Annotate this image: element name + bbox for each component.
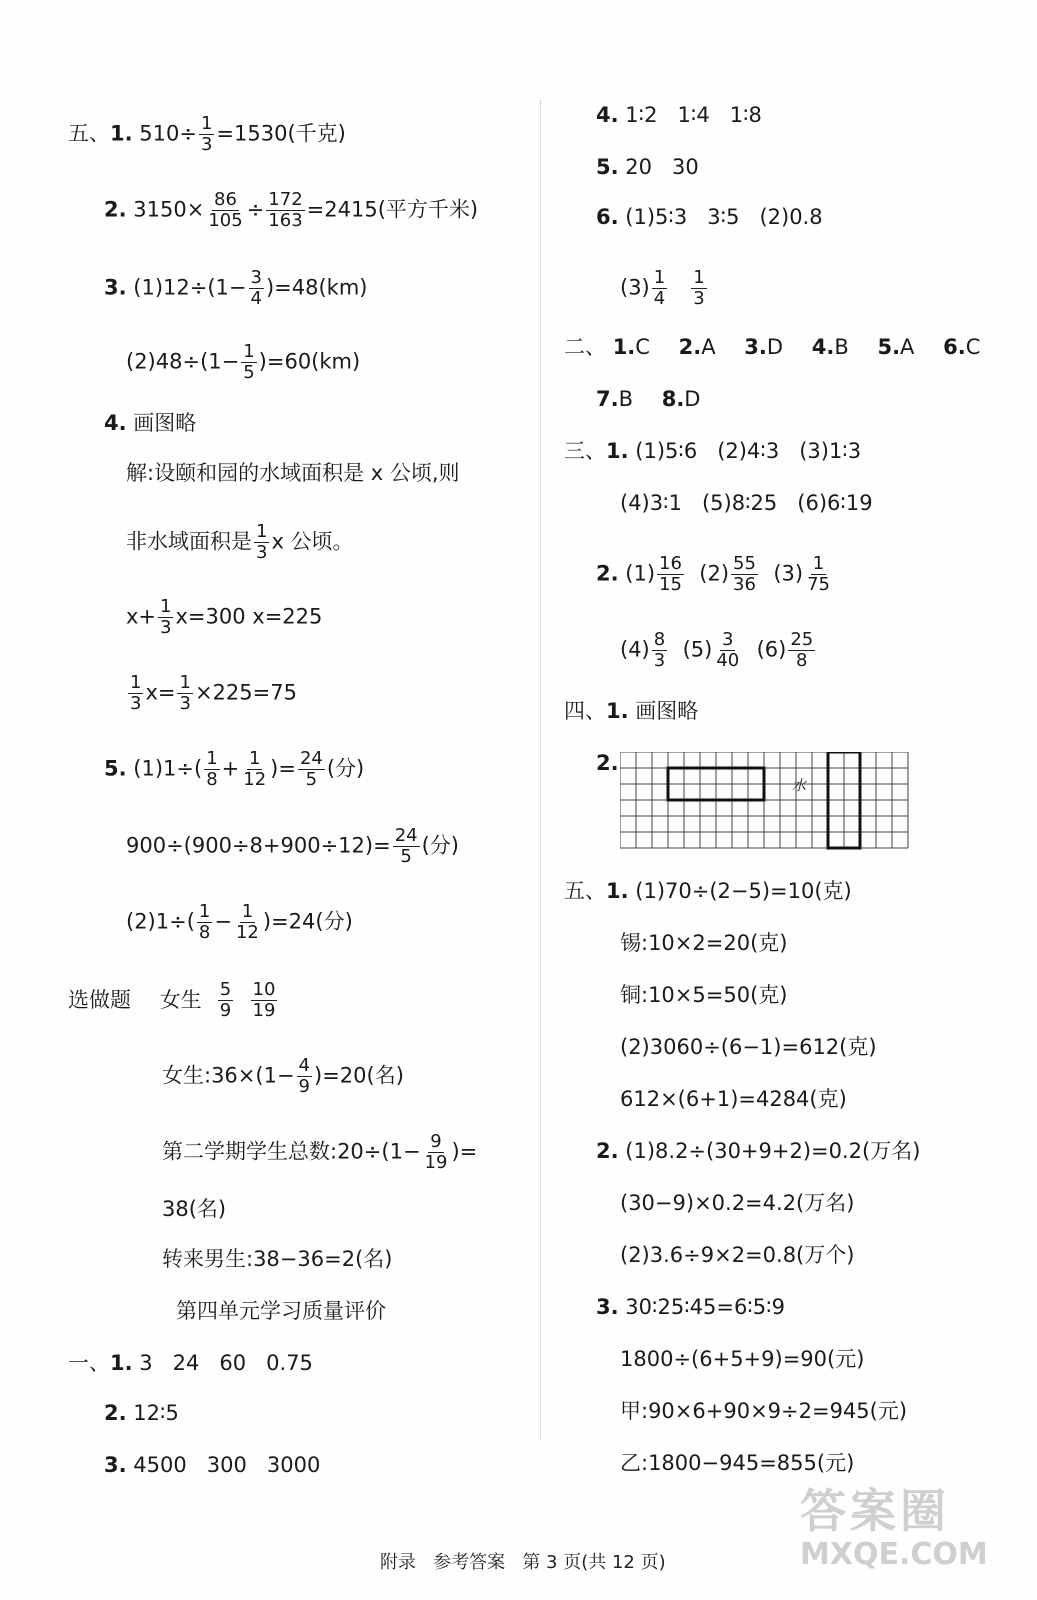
numerator: 24 (299, 748, 323, 769)
equation-2 (126, 673, 297, 714)
answer-3-2b (620, 630, 817, 671)
numerator: 1 (256, 521, 268, 542)
expr-text: 38(名) (162, 1197, 227, 1221)
answer-1-3 (104, 1452, 320, 1478)
denominator: 9 (298, 1076, 310, 1097)
item-number: 2. (104, 1401, 127, 1425)
numerator: 1 (653, 267, 666, 288)
choice-answer: C (965, 335, 981, 359)
answer-3-1b (620, 490, 873, 516)
section-prefix: 三、 (564, 439, 606, 463)
fraction (805, 554, 832, 595)
item-number: 1. (606, 439, 629, 463)
optional-label: 选做题 (68, 987, 131, 1012)
fraction (128, 673, 143, 714)
denominator: 3 (256, 542, 268, 563)
fraction (657, 554, 684, 595)
fraction (788, 630, 815, 671)
answer-text: (4)3∶1 (5)8∶25 (6)6∶19 (620, 491, 873, 515)
answer-1-5 (596, 154, 699, 180)
denominator: 5 (305, 769, 318, 790)
expr-text: (2) (699, 561, 730, 586)
numerator: 1 (179, 672, 191, 693)
denominator: 163 (268, 210, 303, 231)
choice-answer: D (766, 335, 784, 359)
expr-text: (3) (773, 561, 804, 586)
numerator: 10 (252, 979, 276, 1000)
choice-answer: A (900, 335, 915, 359)
denominator: 12 (243, 769, 267, 790)
section-prefix: 一、 (68, 1351, 110, 1375)
unit-title (176, 1298, 386, 1324)
answer-5r-1d (620, 1034, 877, 1060)
answer-text: (2)3.6÷9×2=0.8(万个) (620, 1243, 855, 1267)
item-number: 6. (596, 205, 619, 229)
expr-text: (2)48÷(1− (126, 349, 240, 374)
fraction (254, 522, 269, 563)
answer-text: 612×(6+1)=4284(克) (620, 1087, 847, 1111)
numerator: 9 (430, 1131, 442, 1152)
numerator: 55 (733, 553, 756, 574)
item-number: 5. (104, 756, 127, 781)
item-number: 2. (104, 197, 127, 222)
denominator: 4 (653, 288, 666, 309)
answer-5r-3d (620, 1450, 854, 1476)
answer-5r-2 (596, 1138, 920, 1164)
expr-text: )=24(分) (262, 909, 353, 934)
expr-text: (6) (756, 637, 787, 662)
item-number: 4. (596, 103, 619, 127)
fraction (177, 673, 192, 714)
numerator: 16 (659, 553, 682, 574)
expr-text: (2)1÷( (126, 909, 195, 934)
column-divider (540, 100, 541, 1440)
expr-text: 女生 (159, 987, 202, 1012)
numerator: 86 (214, 189, 237, 210)
fraction (218, 980, 233, 1021)
expr-text: )= (451, 1139, 478, 1164)
expr-text: − (214, 909, 232, 934)
numerator: 24 (394, 825, 418, 846)
answer-5-5c (126, 902, 353, 943)
optional-question (68, 980, 279, 1021)
unit-title-text: 第四单元学习质量评价 (176, 1299, 386, 1323)
numerator: 1 (160, 596, 172, 617)
expr-text: x=300 x=225 (175, 604, 323, 629)
fraction (197, 902, 212, 943)
expr-text: )= (270, 756, 296, 781)
answer-text: 12∶5 (133, 1401, 179, 1425)
item-number: 6. (943, 335, 966, 359)
expr-text: =1530(千克) (216, 121, 346, 146)
answer-text: 锡:10×2=20(克) (620, 931, 788, 955)
answer-1-2 (104, 1400, 179, 1426)
expr-text: )=60(km) (258, 349, 361, 374)
answer-text: 3 24 60 0.75 (139, 1351, 313, 1375)
choice-answer: B (834, 335, 849, 359)
expr-text: 转来男生:38−36=2(名) (162, 1247, 393, 1271)
fraction (393, 826, 420, 867)
section-prefix: 四、 (564, 699, 606, 723)
answer-text: (1)70÷(2−5)=10(克) (635, 879, 852, 903)
answer-5r-3b (620, 1346, 864, 1372)
answer-5-3a (104, 268, 367, 309)
fraction (249, 268, 264, 309)
denominator: 36 (733, 574, 756, 595)
fraction (714, 630, 741, 671)
answer-1-1 (68, 1350, 313, 1376)
solution-text: x 公顷。 (271, 529, 354, 554)
expr-text: x= (145, 680, 176, 705)
answer-1-6b (620, 268, 709, 309)
numerator: 25 (790, 629, 814, 650)
watermark-url: MXQE.COM (800, 1537, 988, 1572)
solution-text: 解:设颐和园的水域面积是 x 公顷,则 (126, 461, 460, 485)
answer-5r-1b (620, 930, 787, 956)
denominator: 9 (219, 1000, 232, 1021)
fraction (234, 902, 261, 943)
numerator: 8 (653, 629, 666, 650)
answer-5r-1e (620, 1086, 847, 1112)
answer-text: 乙:1800−945=855(元) (620, 1451, 855, 1475)
expr-text: )=48(km) (265, 275, 368, 300)
answer-text: 甲:90×6+90×9÷2=945(元) (620, 1399, 908, 1423)
item-number: 2. (596, 751, 619, 775)
fraction (652, 630, 667, 671)
item-number: 7. (596, 387, 619, 411)
fraction (297, 1056, 312, 1097)
optional-line-3 (162, 1132, 477, 1173)
solution-line-1 (126, 460, 460, 486)
grid-label: 水 (792, 778, 806, 794)
item-number: 5. (596, 155, 619, 179)
fraction (204, 749, 219, 790)
denominator: 15 (659, 574, 682, 595)
denominator: 75 (807, 574, 830, 595)
denominator: 19 (424, 1152, 448, 1173)
section-2-row-1 (564, 334, 980, 360)
numerator: 1 (241, 901, 254, 922)
optional-line-2 (162, 1056, 404, 1097)
answer-5-1 (68, 114, 346, 155)
numerator: 1 (812, 553, 825, 574)
choice-answer: D (684, 387, 701, 411)
expr-text: ÷ (246, 197, 265, 222)
item-number: 4. (811, 335, 835, 359)
denominator: 8 (206, 769, 218, 790)
fraction (241, 749, 268, 790)
answer-1-4 (596, 102, 762, 128)
answer-text: (1)5∶3 3∶5 (2)0.8 (625, 205, 823, 229)
denominator: 5 (243, 362, 255, 383)
item-number: 1. (110, 1351, 133, 1375)
expr-text: x+ (126, 604, 157, 629)
denominator: 3 (200, 134, 213, 155)
solution-text: 非水域面积是 (126, 529, 252, 554)
numerator: 1 (206, 748, 218, 769)
item-number: 1. (110, 121, 133, 146)
answer-5-5a (104, 749, 364, 790)
watermark (800, 1475, 988, 1572)
denominator: 40 (716, 650, 740, 671)
denominator: 3 (653, 650, 666, 671)
choice-answer: C (635, 335, 650, 359)
numerator: 3 (250, 267, 262, 288)
expr-text: 900÷(900÷8+900÷12)= (126, 833, 391, 858)
section-2-row-2 (596, 386, 700, 412)
fraction (423, 1132, 450, 1173)
answer-3-1 (564, 438, 861, 464)
fraction (206, 190, 244, 231)
answer-5-5b (126, 826, 459, 867)
expr-text: (1)12÷(1− (133, 275, 247, 300)
section-prefix: 五、 (68, 121, 110, 146)
denominator: 12 (235, 922, 259, 943)
answer-5r-3 (596, 1294, 785, 1320)
denominator: 19 (252, 1000, 276, 1021)
numerator: 3 (722, 629, 734, 650)
page-footer: 附录 参考答案 第 3 页(共 12 页) (380, 1552, 666, 1573)
answer-1-6 (596, 204, 823, 230)
answer-3-2 (596, 554, 834, 595)
expr-text: 510÷ (139, 121, 197, 146)
expr-text: 第二学期学生总数:20÷(1− (162, 1139, 421, 1164)
expr-text: (分) (421, 833, 459, 858)
answer-text: 4500 300 3000 (133, 1453, 321, 1477)
watermark-text: 答案圈 (800, 1484, 950, 1538)
numerator: 1 (248, 748, 261, 769)
fraction (298, 749, 325, 790)
answer-5-3b (126, 342, 360, 383)
expr-text: (分) (326, 756, 365, 781)
answer-text: 1∶2 1∶4 1∶8 (625, 103, 762, 127)
answer-text: 画图略 (133, 411, 197, 435)
expr-text: + (221, 756, 240, 781)
denominator: 8 (796, 650, 808, 671)
item-number: 3. (744, 335, 767, 359)
answer-text: (1)8.2÷(30+9+2)=0.2(万名) (625, 1139, 921, 1163)
section-prefix: 五、 (564, 879, 606, 903)
answer-5r-2b (620, 1190, 854, 1216)
fraction (691, 268, 706, 309)
item-number: 8. (661, 387, 685, 411)
fraction (158, 597, 173, 638)
numerator: 5 (219, 979, 232, 1000)
item-number: 5. (877, 335, 901, 359)
denominator: 8 (198, 922, 211, 943)
answer-text: 1800÷(6+5+9)=90(元) (620, 1347, 865, 1371)
item-number: 3. (104, 275, 127, 300)
fraction (731, 554, 758, 595)
item-number: 2. (596, 1139, 619, 1163)
fraction (652, 268, 667, 309)
denominator: 3 (693, 288, 705, 309)
fraction (251, 980, 278, 1021)
denominator: 3 (130, 693, 142, 714)
answer-5-2 (104, 190, 478, 231)
answer-text: (30−9)×0.2=4.2(万名) (620, 1191, 855, 1215)
fraction (199, 114, 214, 155)
fraction (266, 190, 304, 231)
answer-text: 铜:10×5=50(克) (620, 983, 788, 1007)
expr-text: ×225=75 (194, 680, 297, 705)
numerator: 1 (200, 113, 213, 134)
answer-text: 画图略 (635, 699, 699, 723)
fraction (241, 342, 256, 383)
choice-answer: B (618, 387, 634, 411)
numerator: 172 (268, 189, 303, 210)
expr-text: (3) (620, 275, 650, 300)
answer-5r-2c (620, 1242, 854, 1268)
answer-5r-1c (620, 982, 787, 1008)
numerator: 4 (298, 1055, 310, 1076)
item-number: 2. (596, 561, 619, 586)
answer-5-4 (104, 410, 196, 436)
item-number: 2. (678, 335, 702, 359)
expr-text: (1) (625, 561, 656, 586)
equation-1 (126, 597, 322, 638)
item-number: 1. (606, 699, 629, 723)
expr-text: (1)1÷( (133, 756, 203, 781)
item-number: 3. (104, 1453, 127, 1477)
choice-answer: A (701, 335, 716, 359)
denominator: 4 (250, 288, 262, 309)
answer-4-1 (564, 698, 698, 724)
solution-line-2 (126, 522, 354, 563)
expr-text: (5) (682, 637, 713, 662)
numerator: 1 (198, 901, 211, 922)
item-number: 4. (104, 411, 127, 435)
item-number: 1. (612, 335, 636, 359)
expr-text: 女生:36×(1− (162, 1063, 295, 1088)
answer-5r-1 (564, 878, 852, 904)
answer-text: 30∶25∶45=6∶5∶9 (625, 1295, 785, 1319)
numerator: 1 (693, 267, 705, 288)
answer-text: 20 30 (625, 155, 699, 179)
grid-drawing (620, 752, 910, 852)
denominator: 3 (160, 617, 172, 638)
answer-5r-3c (620, 1398, 907, 1424)
expr-text: =2415(平方千米) (306, 197, 479, 222)
numerator: 1 (130, 672, 142, 693)
expr-text: (4) (620, 637, 650, 662)
optional-line-5 (162, 1246, 392, 1272)
answer-4-2-number (596, 750, 619, 776)
item-number: 1. (606, 879, 629, 903)
expr-text: )=20(名) (314, 1063, 404, 1088)
denominator: 3 (179, 693, 191, 714)
numerator: 1 (243, 341, 255, 362)
item-number: 3. (596, 1295, 619, 1319)
answer-text: (2)3060÷(6−1)=612(克) (620, 1035, 877, 1059)
denominator: 105 (208, 210, 243, 231)
optional-line-4 (162, 1196, 226, 1222)
denominator: 5 (400, 846, 412, 867)
expr-text: 3150× (133, 197, 205, 222)
answer-text: (1)5∶6 (2)4∶3 (3)1∶3 (635, 439, 862, 463)
section-prefix: 二、 (564, 335, 606, 359)
